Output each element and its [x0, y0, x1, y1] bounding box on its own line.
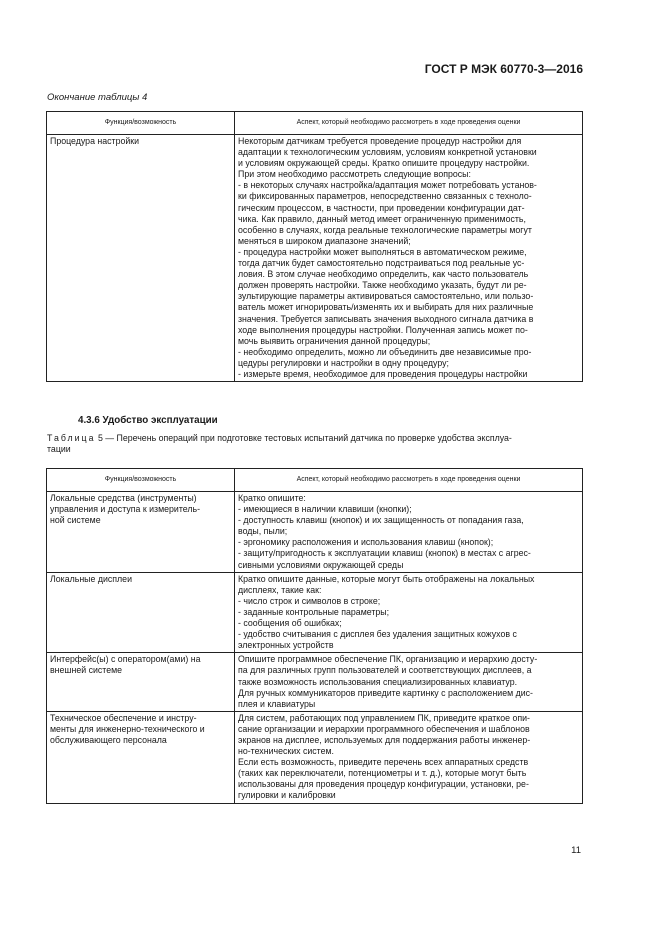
text-line: - в некоторых случаях настройка/адаптация может потребовать установ-: [238, 180, 537, 191]
text-line: Для ручных коммуникаторов приведите картинку с расположением дис-: [238, 687, 533, 698]
table-row: [47, 572, 583, 653]
table5-function-cell: [47, 492, 235, 573]
table-row: [47, 492, 583, 573]
table4-continuation-caption: Окончание таблицы 4: [47, 92, 148, 103]
text-line: воды, пыли;: [238, 526, 288, 537]
text-line: - имеющиеся в наличии клавиши (кнопки);: [238, 504, 412, 515]
text-line: чика. Как правило, данный метод имеет ограниченную применимость,: [238, 213, 526, 224]
text-line: ной системе: [50, 515, 101, 526]
text-line: - защиту/пригодность к эксплуатации клавиш (кнопок) в местах с агрес-: [238, 548, 531, 559]
text-line: - удобство считывания с дисплея без удаления защитных кожухов с: [238, 629, 517, 640]
text-line: - число строк и символов в строке;: [238, 595, 381, 606]
text-line: значения. Требуется записывать значения выходного сигнала датчика в: [238, 313, 534, 324]
text-line: обслуживающего персонала: [50, 734, 167, 745]
text-line: менты для инженерно-технического и: [50, 723, 205, 734]
text-line: ки фиксированных параметров, непосредственно связанных с техноло-: [238, 191, 532, 202]
table5-col-function: Функция/возможность: [47, 469, 235, 492]
table5-function-cell: [47, 572, 235, 653]
text-line: управления и доступа к измеритель-: [50, 504, 200, 515]
text-line: гулировки и калибровки: [238, 790, 336, 801]
text-line: дисплеях, такие как:: [238, 584, 322, 595]
text-line: - процедура настройки может выполняться в автоматическом режиме,: [238, 246, 527, 257]
text-line: использованы для проведения процедур конфигурации, установки, ре-: [238, 779, 529, 790]
text-line: зультирующие параметры активироваться самостоятельно, или пользо-: [238, 291, 534, 302]
standard-code: ГОСТ Р МЭК 60770-3—2016: [424, 62, 583, 76]
table5-aspect-cell: [235, 711, 583, 803]
text-line: цедуры регулировки и настройки в одну процедуру;: [238, 357, 449, 368]
text-line: электронных устройств: [238, 640, 334, 651]
text-line: меняться в широком диапазоне значений;: [238, 235, 411, 246]
text-line: Интерфейс(ы) с оператором(ами) на: [50, 654, 201, 665]
table4: [46, 111, 583, 382]
text-line: сание организации и иерархии программного обеспечения и шаблонов: [238, 723, 530, 734]
text-line: Кратко опишите данные, которые могут быть отображены на локальных: [238, 573, 535, 584]
table4-aspect-cell: [235, 135, 583, 382]
text-line: ходе выполнения процедуры настройки. Полученная запись может по-: [238, 324, 528, 335]
text-line: гическим процессом, в частности, при проведении конфигурации дат-: [238, 202, 525, 213]
table4-header-row: [47, 112, 583, 135]
text-line: - измерьте время, необходимое для проведения процедуры настройки: [238, 368, 528, 379]
text-line: внешней системе: [50, 665, 123, 676]
table5-header-row: [47, 469, 583, 492]
table4-function-cell: Процедура настройки: [47, 135, 235, 382]
text-line: должен проверять настройки. Также необходимо указать, будут ли ре-: [238, 280, 527, 291]
text-line: - заданные контрольные параметры;: [238, 606, 390, 617]
text-line: также возможность использования специализированных клавиатур.: [238, 676, 518, 687]
text-line: - сообщения об ошибках;: [238, 618, 342, 629]
text-line: При этом необходимо рассмотреть следующие вопросы:: [238, 169, 471, 180]
table5-caption-text-line2: тации: [47, 444, 71, 454]
text-line: адаптации к технологическим условиям, условиям конкретной установки: [238, 147, 537, 158]
text-line: но-технических систем.: [238, 746, 334, 757]
text-line: (таких как переключатели, потенциометры и т. д.), которые могут быть: [238, 768, 527, 779]
text-line: Некоторым датчикам требуется проведение процедур настройки для: [238, 136, 522, 146]
table5-caption-label: Таблица: [47, 433, 96, 443]
table-row: [47, 135, 583, 382]
table5-aspect-cell: [235, 572, 583, 653]
text-line: экранов на дисплее, используемых для поддержания работы инженер-: [238, 734, 531, 745]
text-line: - доступность клавиш (кнопок) и их защищенность от попадания газа,: [238, 515, 524, 526]
table4-col-aspect: Аспект, который необходимо рассмотреть в ходе проведения оценки: [235, 112, 583, 135]
text-line: плея и клавиатуры: [238, 698, 316, 709]
text-line: Локальные средства (инструменты): [50, 493, 197, 503]
table5-function-cell: [47, 711, 235, 803]
page-number: 11: [571, 845, 581, 856]
text-line: - эргономику расположения и использования клавиш (кнопок);: [238, 537, 494, 548]
table4-col-function: Функция/возможность: [47, 112, 235, 135]
text-line: тогда датчик будет самостоятельно подстраиваться под реальные ус-: [238, 258, 525, 269]
text-line: особенно в случаях, когда реальные технологические параметры могут: [238, 224, 532, 235]
text-line: ватель может игнорировать/изменять их и выбирать для них различные: [238, 302, 534, 313]
text-line: Опишите программное обеспечение ПК, организацию и иерархию досту-: [238, 654, 538, 665]
table5-col-aspect: Аспект, который необходимо рассмотреть в ходе проведения оценки: [235, 469, 583, 492]
table5-caption-text: 5 — Перечень операций при подготовке тестовых испытаний датчика по проверке удобства эксплуа-: [95, 433, 512, 443]
table5: [46, 468, 583, 804]
table-row: [47, 653, 583, 711]
text-line: Кратко опишите:: [238, 493, 306, 503]
table5-caption: [47, 433, 583, 455]
table5-function-cell: [47, 653, 235, 711]
table5-aspect-cell: [235, 653, 583, 711]
table-row: [47, 711, 583, 803]
text-line: Техническое обеспечение и инстру-: [50, 712, 197, 723]
text-line: мочь выявить ограничения данной процедуры;: [238, 335, 431, 346]
text-line: Если есть возможность, приведите перечень всех аппаратных средств: [238, 757, 529, 768]
text-line: и условиям окружающей среды. Кратко опишите процедуру настройки.: [238, 158, 530, 169]
text-line: Локальные дисплеи: [50, 573, 132, 584]
text-line: ловия. В этом случае необходимо определить, как часто пользователь: [238, 269, 529, 280]
text-line: па для различных групп пользователей и соответствующих дисплеев, а: [238, 665, 532, 676]
text-line: Для систем, работающих под управлением ПК, приведите краткое опи-: [238, 712, 530, 723]
text-line: - необходимо определить, можно ли объединить две независимые про-: [238, 346, 532, 357]
table5-aspect-cell: [235, 492, 583, 573]
section-heading: 4.3.6 Удобство эксплуатации: [78, 415, 218, 426]
text-line: сивными условиями окружающей среды: [238, 559, 404, 570]
